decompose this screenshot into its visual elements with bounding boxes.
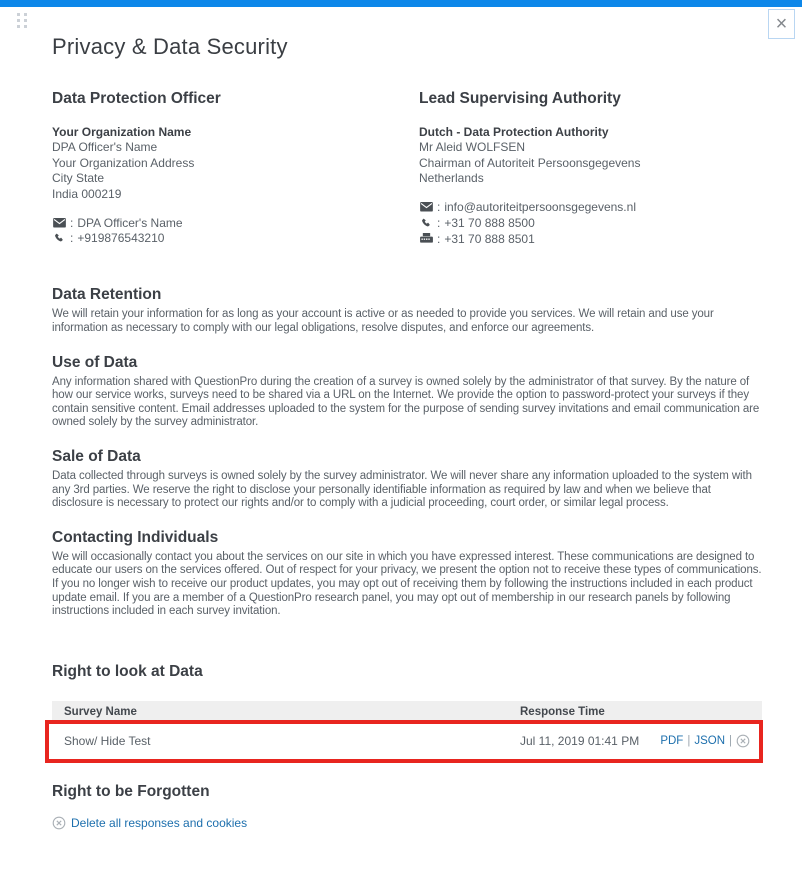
lsa-contact-block	[419, 200, 762, 247]
responses-table	[52, 701, 762, 760]
separator: :	[437, 231, 441, 246]
address-line: Your Organization Address	[52, 155, 195, 170]
dpo-contact-block	[52, 215, 419, 246]
address-line: Chairman of Autoriteit Persoonsgegevens	[419, 155, 641, 170]
use-of-data-section	[52, 354, 762, 430]
address-line: Netherlands	[419, 171, 484, 186]
sale-of-data-section	[52, 448, 762, 511]
policy-sections	[52, 286, 762, 618]
page-title: Privacy & Data Security	[52, 34, 288, 59]
separator: :	[70, 231, 74, 246]
contacts-columns	[52, 90, 762, 246]
delete-all-row	[52, 816, 762, 830]
separator: :	[70, 215, 74, 230]
separator: |	[729, 735, 732, 748]
separator: :	[437, 200, 441, 215]
data-retention-section	[52, 286, 762, 335]
lsa-section	[419, 90, 762, 246]
lsa-heading: Lead Supervising Authority	[419, 90, 621, 107]
address-line: India 000219	[52, 186, 122, 201]
envelope-icon	[419, 202, 433, 212]
delete-response-button[interactable]	[736, 734, 750, 748]
dpo-phone-value: +919876543210	[77, 231, 165, 246]
survey-name-cell: Show/ Hide Test	[64, 734, 151, 749]
lsa-phone-row	[419, 215, 762, 231]
survey-name-column-header: Survey Name	[64, 705, 137, 718]
drag-handle-icon[interactable]	[17, 13, 27, 28]
use-of-data-heading: Use of Data	[52, 353, 138, 371]
right-to-be-forgotten-heading: Right to be Forgotten	[52, 782, 210, 800]
close-icon: ×	[775, 13, 788, 35]
table-header-row	[52, 701, 762, 723]
lsa-fax-row	[419, 231, 762, 247]
lsa-email-value: info@autoriteitpersoonsgegevens.nl	[444, 200, 636, 215]
address-line: DPA Officer's Name	[52, 140, 158, 155]
separator: :	[437, 216, 441, 231]
phone-icon	[52, 233, 66, 244]
section-body: Any information shared with QuestionPro during the creation of a survey is owned solely by the administrator of that survey. By the nature of how our service works, surveys need to be shared via a URL on the Internet. We provide the option to password-protect your surveys if they contain sensitive content. Email addresses uploaded to the system for the purpose of sending survey invitations and email communication are owned solely by the survey administrator.	[52, 375, 760, 429]
modal-accent-bar	[0, 0, 802, 7]
dpo-section	[52, 90, 419, 246]
dpo-heading: Data Protection Officer	[52, 90, 221, 107]
phone-icon	[419, 218, 433, 229]
section-body: We will occasionally contact you about the services on our site in which you have expressed interest. These communications are designed to educate our users on the services offered. Out of respect for your privacy, we present the option not to receive these types of communications. If you no longer wish to receive our product updates, you may opt out of receiving them by following the instructions included in each product update email. If you are a member of a QuestionPro research panel, you may opt out of membership in our research panels by following instructions included in each survey invitation.	[52, 550, 762, 618]
lsa-org-name: Dutch - Data Protection Authority	[419, 125, 609, 139]
lsa-address-block	[419, 125, 762, 187]
section-body: We will retain your information for as long as your account is active or as needed to provide you services. We will retain and use your information as necessary to comply with our legal obligations, resolve disputes, and enforce our agreements.	[52, 308, 714, 334]
row-actions	[655, 734, 750, 748]
address-line: Mr Aleid WOLFSEN	[419, 140, 526, 155]
dpo-phone-row	[52, 231, 419, 247]
table-row	[52, 723, 762, 760]
lsa-phone-value: +31 70 888 8500	[444, 216, 535, 231]
contacting-individuals-section	[52, 529, 762, 619]
envelope-icon	[52, 218, 66, 228]
dpo-address-block	[52, 125, 419, 202]
response-time-column-header: Response Time	[520, 705, 605, 718]
fax-icon	[419, 233, 433, 244]
close-button[interactable]	[768, 9, 795, 39]
dpo-email-row	[52, 215, 419, 231]
contacting-individuals-heading: Contacting Individuals	[52, 528, 219, 546]
pdf-export-link[interactable]: PDF	[660, 735, 684, 748]
response-time-cell: Jul 11, 2019 01:41 PM	[520, 734, 640, 749]
modal-content	[0, 34, 802, 830]
lsa-email-row	[419, 200, 762, 216]
section-body: Data collected through surveys is owned solely by the survey administrator. We will never share any information uploaded to the system with any 3rd parties. We reserve the right to disclose your personally identifiable information as required by law and when we believe that disclosure is necessary to protect our rights and/or to comply with a judicial proceeding, court order, or similar legal process.	[52, 469, 752, 510]
json-export-link[interactable]: JSON	[694, 735, 725, 748]
right-to-look-heading: Right to look at Data	[52, 662, 203, 680]
dpo-org-name: Your Organization Name	[52, 125, 192, 139]
circled-x-icon	[52, 816, 66, 830]
data-retention-heading: Data Retention	[52, 286, 162, 304]
lsa-fax-value: +31 70 888 8501	[444, 231, 535, 246]
sale-of-data-heading: Sale of Data	[52, 447, 141, 465]
separator: |	[687, 735, 691, 748]
address-line: City State	[52, 171, 105, 186]
delete-all-responses-link[interactable]: Delete all responses and cookies	[71, 815, 248, 830]
dpo-email-value: DPA Officer's Name	[77, 215, 183, 230]
